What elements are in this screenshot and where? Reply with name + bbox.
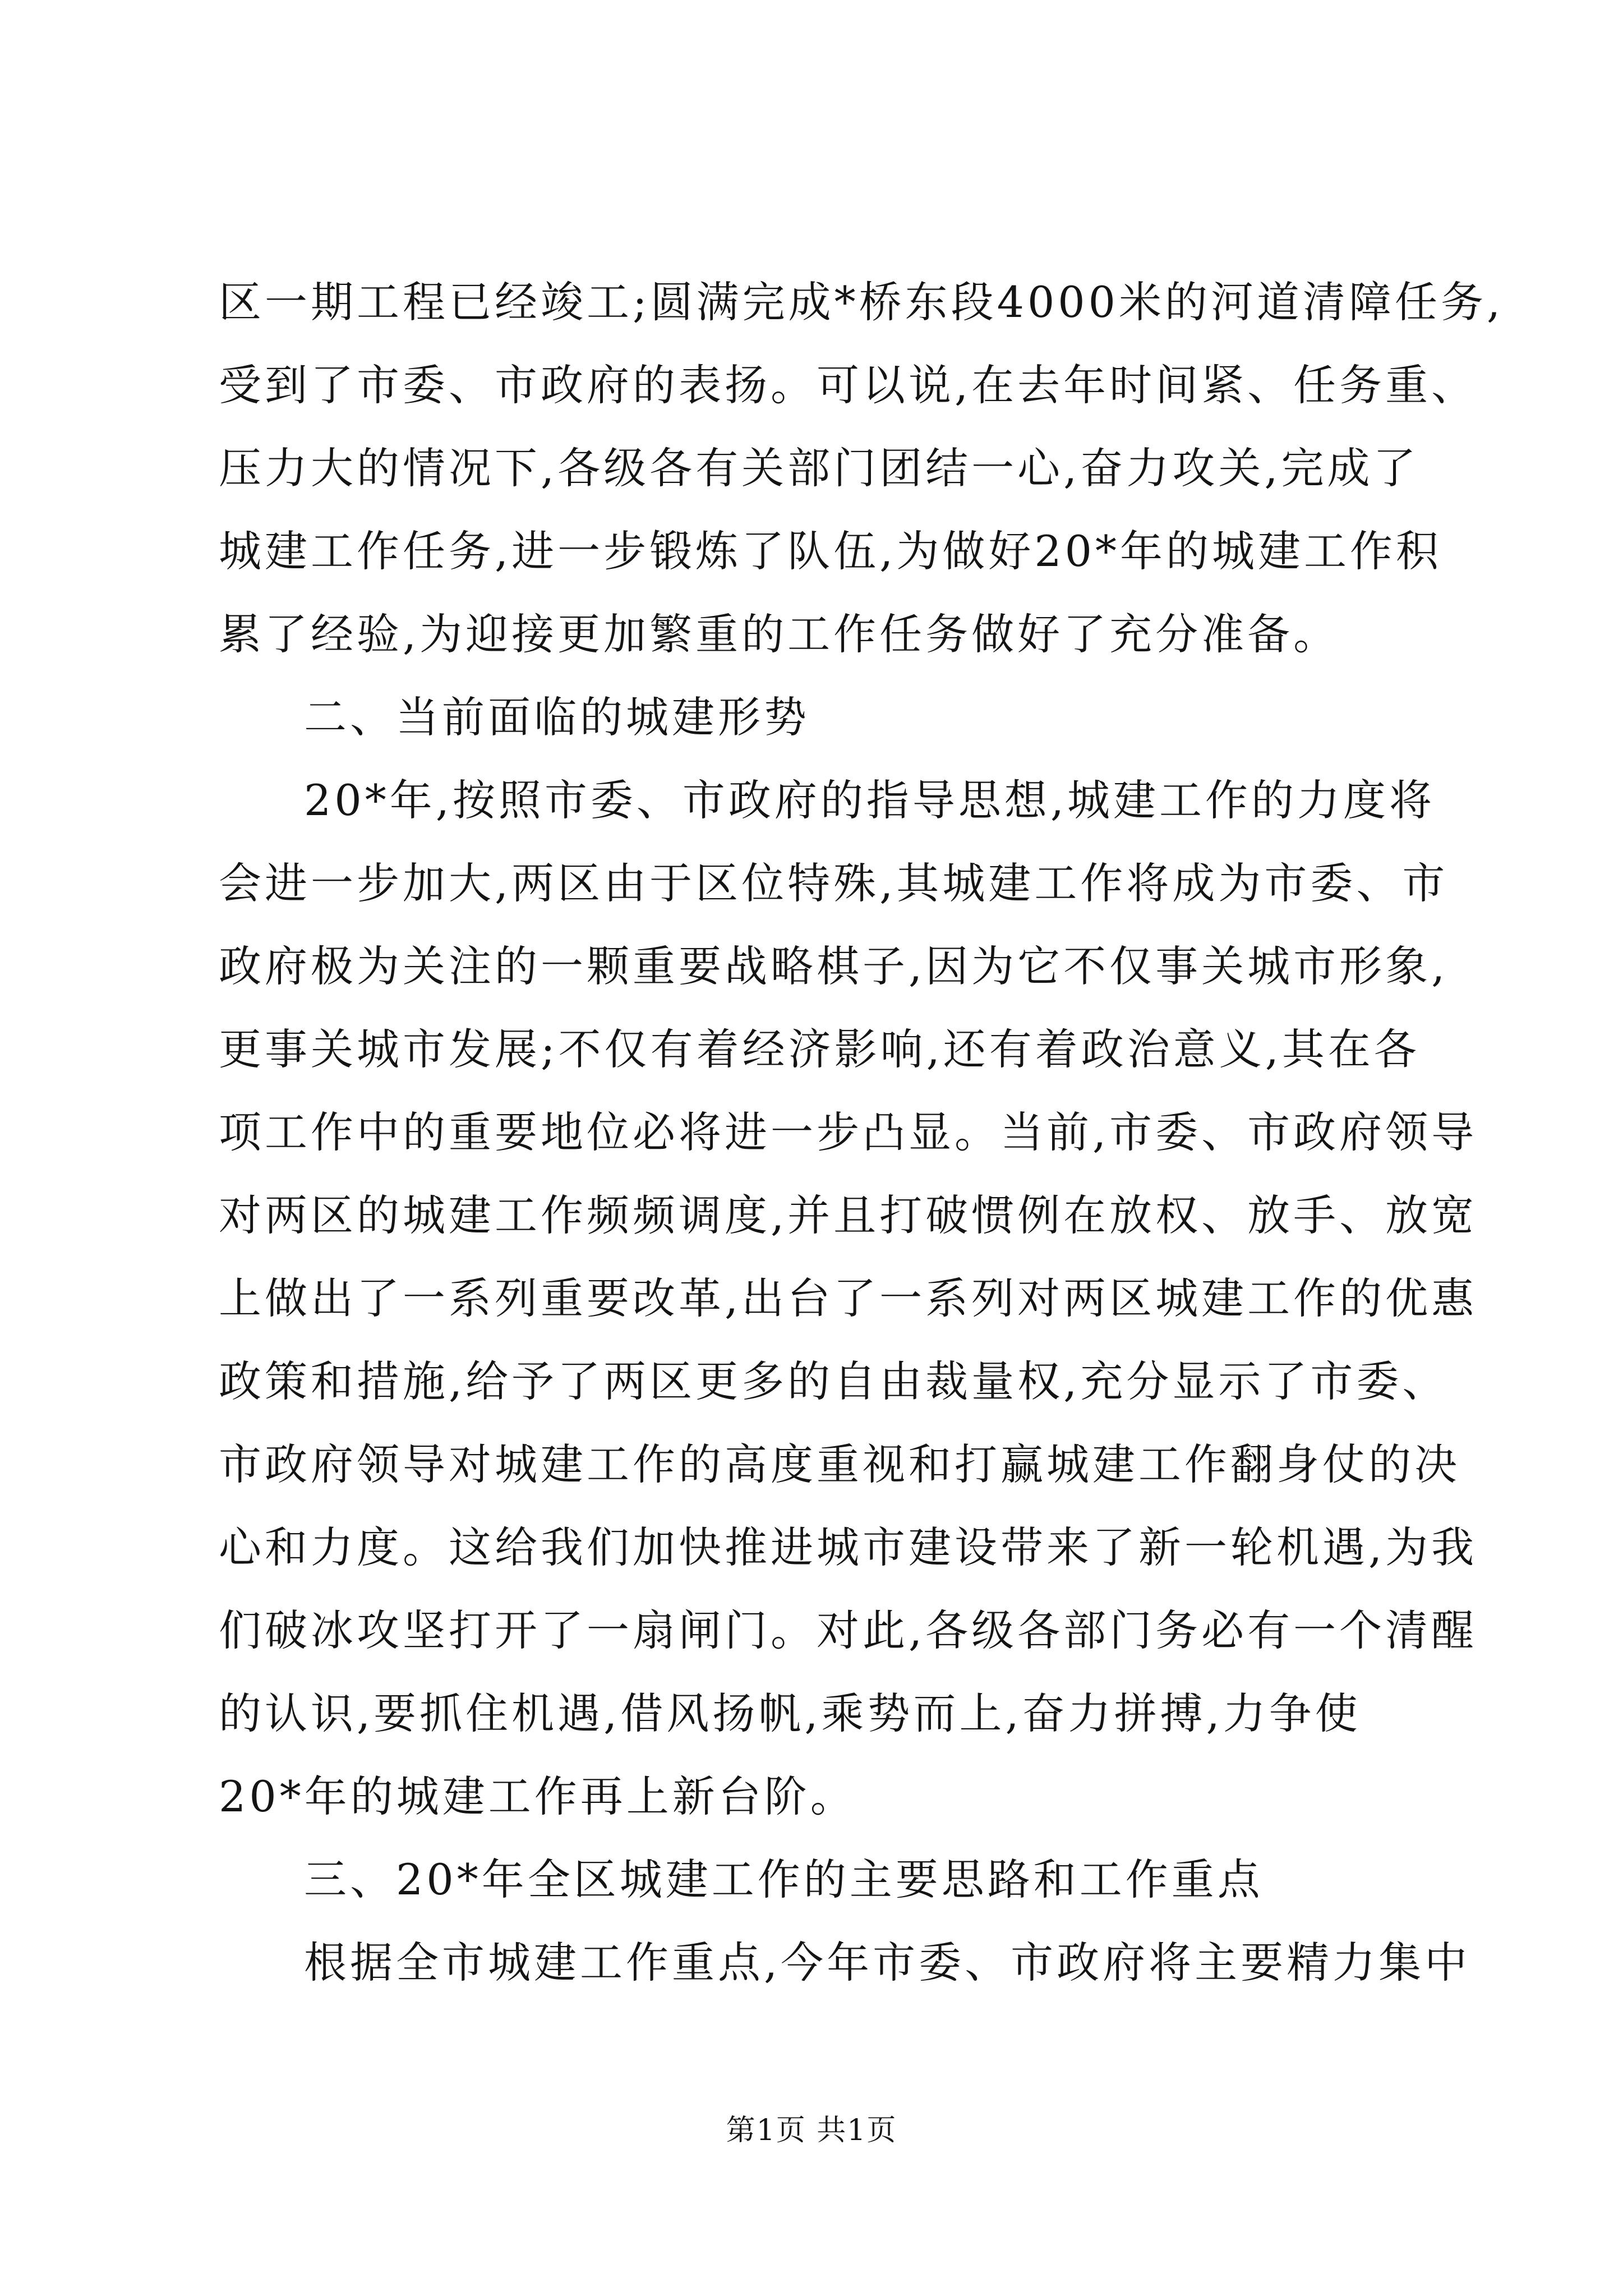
body-line: 累了经验,为迎接更加繁重的工作任务做好了充分准备。 (219, 609, 1340, 659)
page-footer: 第1页 共1页 (726, 2114, 897, 2147)
body-line: 会进一步加大,两区由于区位特殊,其城建工作将成为市委、市 (219, 858, 1449, 908)
section-heading: 二、当前面临的城建形势 (304, 692, 810, 742)
body-line: 政府极为关注的一颗重要战略棋子,因为它不仅事关城市形象, (219, 941, 1449, 991)
body-line: 项工作中的重要地位必将进一步凸显。当前,市委、市政府领导 (219, 1107, 1478, 1157)
body-line: 压力大的情况下,各级各有关部门团结一心,奋力攻关,完成了 (219, 443, 1419, 493)
body-line: 心和力度。这给我们加快推进城市建设带来了新一轮机遇,为我 (219, 1522, 1478, 1572)
body-line: 根据全市城建工作重点,今年市委、市政府将主要精力集中 (304, 1938, 1471, 1987)
body-line: 政策和措施,给予了两区更多的自由裁量权,充分显示了市委、 (219, 1356, 1449, 1406)
document-body (219, 261, 1504, 2004)
section-heading: 三、20*年全区城建工作的主要思路和工作重点 (304, 1855, 1264, 1904)
body-line: 的认识,要抓住机遇,借风扬帆,乘势而上,奋力拼搏,力争使 (219, 1688, 1361, 1738)
body-line: 上做出了一系列重要改革,出台了一系列对两区城建工作的优惠 (219, 1273, 1478, 1323)
body-line: 们破冰攻坚打开了一扇闸门。对此,各级各部门务必有一个清醒 (219, 1605, 1478, 1655)
body-line: 受到了市委、市政府的表扬。可以说,在去年时间紧、任务重、 (219, 360, 1478, 410)
body-line: 市政府领导对城建工作的高度重视和打赢城建工作翻身仗的决 (219, 1439, 1460, 1489)
body-line: 20*年的城建工作再上新台阶。 (219, 1772, 856, 1821)
body-line: 对两区的城建工作频频调度,并且打破惯例在放权、放手、放宽 (219, 1190, 1478, 1240)
body-line: 城建工作任务,进一步锻炼了队伍,为做好20*年的城建工作积 (219, 526, 1442, 576)
body-line: 区一期工程已经竣工;圆满完成*桥东段4000米的河道清障任务, (219, 277, 1504, 327)
body-line: 20*年,按照市委、市政府的指导思想,城建工作的力度将 (304, 775, 1436, 825)
body-line: 更事关城市发展;不仅有着经济影响,还有着政治意义,其在各 (219, 1024, 1420, 1074)
